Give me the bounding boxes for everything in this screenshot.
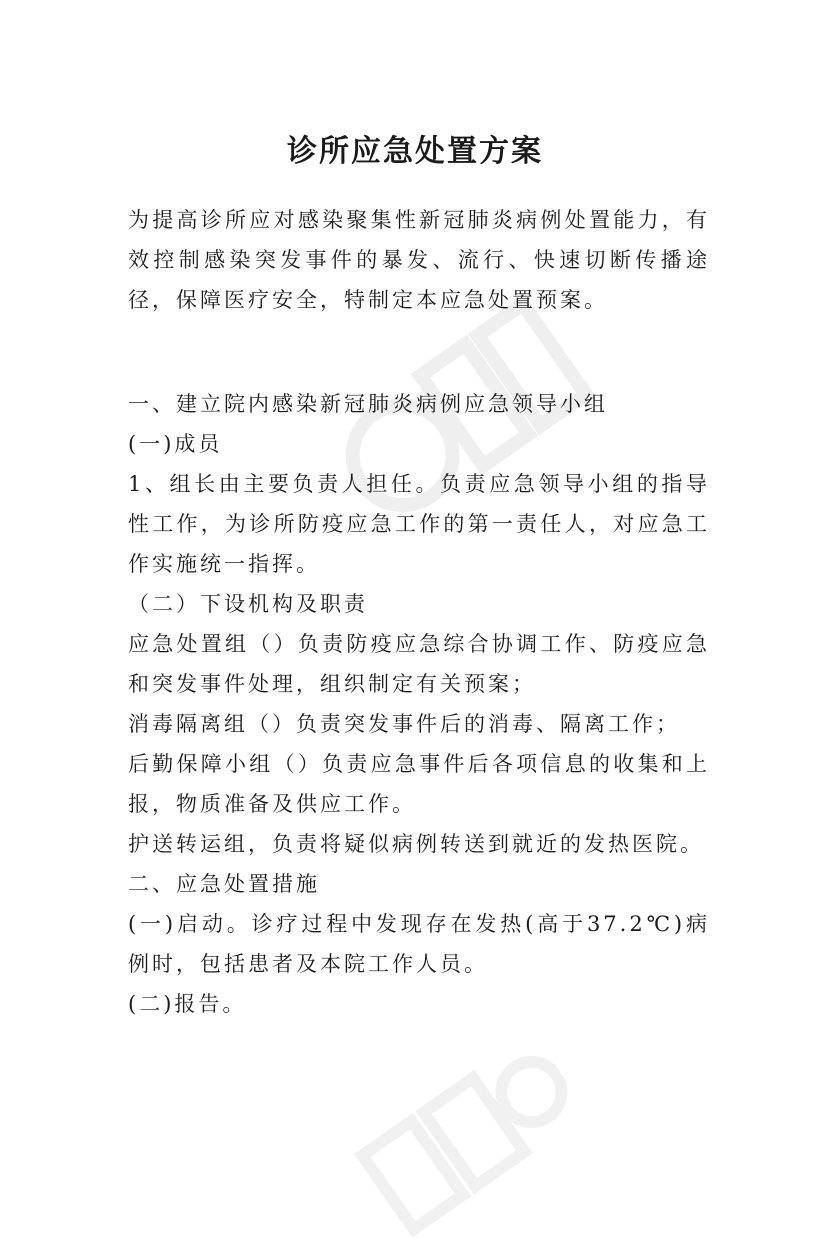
group-logistics: 后勤保障小组（）负责应急事件后各项信息的收集和上报，物质准备及供应工作。 — [128, 752, 710, 816]
group-transfer: 护送转运组，负责将疑似病例转送到就近的发热医院。 — [128, 832, 704, 856]
section-1-heading: 一、建立院内感染新冠肺炎病例应急领导小组 — [128, 392, 608, 416]
group-emergency-handling: 应急处置组（）负责防疫应急综合协调工作、防疫应急和突发事件处理，组织制定有关预案； — [128, 632, 710, 696]
document-body — [128, 200, 710, 1024]
section-2-heading: 二、应急处置措施 — [128, 872, 320, 896]
group-disinfection-isolation: 消毒隔离组（）负责突发事件后的消毒、隔离工作； — [128, 712, 680, 736]
intro-paragraph: 为提高诊所应对感染聚集性新冠肺炎病例处置能力，有效控制感染突发事件的暴发、流行、快速切断传播途径，保障医疗安全，特制定本应急处置预案。 — [128, 208, 710, 312]
section-1-subheading-members: (一)成员 — [128, 432, 223, 456]
document-title: 诊所应急处置方案 — [287, 134, 543, 169]
watermark-logo-bottom — [348, 1027, 591, 1243]
section-gap — [128, 320, 710, 384]
section-1-subheading-organization: （二）下设机构及职责 — [128, 592, 368, 616]
section-1-item-leader: 1、组长由主要负责人担任。负责应急领导小组的指导性工作，为诊所防疫应急工作的第一责任人，对应急工作实施统一指挥。 — [128, 472, 710, 576]
section-2-item-report: (二)报告。 — [128, 992, 247, 1016]
section-2-item-start: (一)启动。诊疗过程中发现存在发热(高于37.2℃)病例时，包括患者及本院工作人员。 — [128, 912, 710, 976]
